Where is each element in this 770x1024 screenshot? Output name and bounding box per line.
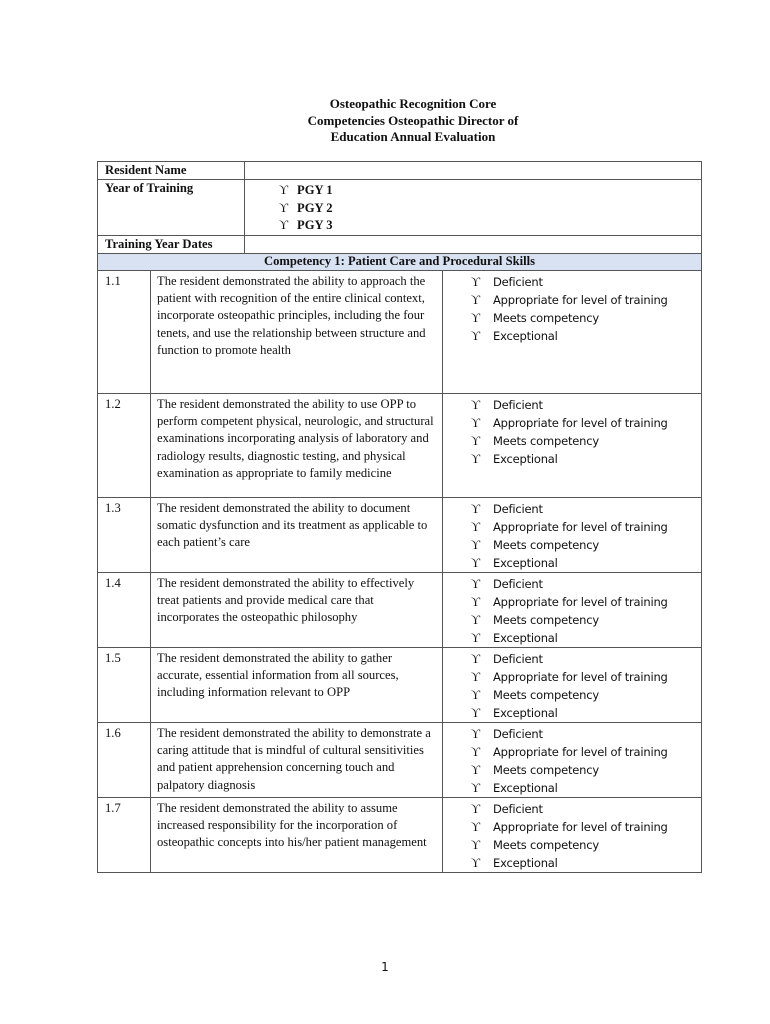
rating-options [443, 394, 702, 498]
rating-option-label: Deficient [493, 802, 543, 816]
rating-option-label: Deficient [493, 275, 543, 289]
rating-option-label: Deficient [493, 652, 543, 666]
competency-item-row [98, 648, 702, 723]
competency-item-row [98, 723, 702, 798]
title-line-2: Competencies Osteopathic Director of [307, 112, 519, 128]
checkbox-icon[interactable]: ϒ [471, 856, 481, 870]
rating-option-label: Appropriate for level of training [493, 520, 668, 534]
rating-option-label: Exceptional [493, 452, 558, 466]
item-number: 1.2 [98, 394, 151, 498]
checkbox-icon[interactable]: ϒ [471, 820, 481, 834]
rating-option-label: Deficient [493, 577, 543, 591]
checkbox-icon[interactable]: ϒ [471, 631, 481, 645]
checkbox-icon[interactable]: ϒ [471, 398, 481, 412]
item-description: The resident demonstrated the ability to effectively treat patients and provide medical care that incorporates the osteopathic philosophy [151, 573, 443, 648]
training-year-dates-field[interactable] [245, 236, 702, 254]
rating-option[interactable] [471, 518, 701, 536]
rating-option[interactable] [471, 629, 701, 647]
pgy-option[interactable] [279, 217, 701, 235]
checkbox-icon[interactable]: ϒ [471, 293, 481, 307]
rating-option-label: Appropriate for level of training [493, 670, 668, 684]
checkbox-icon[interactable]: ϒ [471, 275, 481, 289]
item-description: The resident demonstrated the ability to demonstrate a caring attitude that is mindful of cultural sensitivities and patient apprehension concerning touch and palpatory diagnosis [151, 723, 443, 798]
checkbox-icon[interactable]: ϒ [471, 538, 481, 552]
rating-option-label: Meets competency [493, 311, 599, 325]
checkbox-icon[interactable]: ϒ [471, 688, 481, 702]
rating-option[interactable] [471, 650, 701, 668]
rating-option[interactable] [471, 327, 701, 345]
checkbox-icon[interactable]: ϒ [471, 416, 481, 430]
checkbox-icon[interactable]: ϒ [471, 745, 481, 759]
pgy-option[interactable] [279, 182, 701, 200]
rating-option[interactable] [471, 309, 701, 327]
rating-option-label: Appropriate for level of training [493, 820, 668, 834]
rating-option[interactable] [471, 800, 701, 818]
checkbox-icon[interactable]: ϒ [471, 838, 481, 852]
rating-option[interactable] [471, 432, 701, 450]
rating-options [443, 648, 702, 723]
resident-name-label: Resident Name [98, 162, 245, 180]
rating-option[interactable] [471, 725, 701, 743]
checkbox-icon[interactable]: ϒ [471, 727, 481, 741]
rating-option-label: Meets competency [493, 434, 599, 448]
checkbox-icon[interactable]: ϒ [471, 502, 481, 516]
rating-option[interactable] [471, 686, 701, 704]
rating-option-label: Appropriate for level of training [493, 745, 668, 759]
rating-options [443, 723, 702, 798]
checkbox-icon[interactable]: ϒ [471, 434, 481, 448]
checkbox-icon[interactable]: ϒ [279, 200, 289, 215]
pgy-option-label: PGY 1 [297, 183, 333, 197]
item-description: The resident demonstrated the ability to document somatic dysfunction and its treatment as applicable to each patient’s care [151, 498, 443, 573]
item-number: 1.4 [98, 573, 151, 648]
item-number: 1.1 [98, 271, 151, 394]
training-year-dates-label: Training Year Dates [98, 236, 245, 254]
pgy-option-label: PGY 2 [297, 200, 333, 215]
checkbox-icon[interactable]: ϒ [471, 577, 481, 591]
resident-name-field[interactable] [245, 162, 702, 180]
checkbox-icon[interactable]: ϒ [471, 556, 481, 570]
rating-option[interactable] [471, 818, 701, 836]
checkbox-icon[interactable]: ϒ [471, 763, 481, 777]
rating-option[interactable] [471, 575, 701, 593]
rating-option[interactable] [471, 554, 701, 572]
rating-option[interactable] [471, 611, 701, 629]
item-description: The resident demonstrated the ability to gather accurate, essential information from all sources, including information relevant to OPP [151, 648, 443, 723]
rating-option[interactable] [471, 668, 701, 686]
rating-option-label: Appropriate for level of training [493, 595, 668, 609]
pgy-option[interactable] [279, 200, 701, 218]
rating-option[interactable] [471, 414, 701, 432]
checkbox-icon[interactable]: ϒ [471, 670, 481, 684]
rating-option[interactable] [471, 743, 701, 761]
rating-option[interactable] [471, 291, 701, 309]
checkbox-icon[interactable]: ϒ [471, 329, 481, 343]
item-description: The resident demonstrated the ability to approach the patient with recognition of the entire clinical context, incorporate osteopathic principles, including the four tenets, and use the relationship between structure and function to promote health [151, 271, 443, 394]
year-of-training-options [245, 180, 702, 236]
rating-option-label: Meets competency [493, 838, 599, 852]
title-line-1: Osteopathic Recognition Core [329, 96, 497, 111]
rating-option-label: Exceptional [493, 706, 558, 720]
rating-option[interactable] [471, 396, 701, 414]
checkbox-icon[interactable]: ϒ [279, 183, 289, 197]
rating-option-label: Exceptional [493, 556, 558, 570]
rating-option-label: Exceptional [493, 631, 558, 645]
evaluation-form-table [97, 161, 702, 873]
rating-option-label: Meets competency [493, 688, 599, 702]
rating-option[interactable] [471, 854, 701, 872]
rating-option[interactable] [471, 779, 701, 797]
pgy-option-label: PGY 3 [297, 218, 333, 232]
rating-options [443, 498, 702, 573]
checkbox-icon[interactable]: ϒ [471, 311, 481, 325]
page-number: 1 [381, 960, 389, 974]
title-line-3: Education Annual Evaluation [330, 129, 496, 144]
checkbox-icon[interactable]: ϒ [471, 452, 481, 466]
checkbox-icon[interactable]: ϒ [471, 520, 481, 534]
checkbox-icon[interactable]: ϒ [471, 652, 481, 666]
rating-option[interactable] [471, 450, 701, 468]
rating-option-label: Meets competency [493, 763, 599, 777]
checkbox-icon[interactable]: ϒ [279, 218, 289, 232]
competency-item-row [98, 498, 702, 573]
item-number: 1.5 [98, 648, 151, 723]
rating-option-label: Meets competency [493, 613, 599, 627]
rating-option[interactable] [471, 761, 701, 779]
rating-option[interactable] [471, 836, 701, 854]
rating-option[interactable] [471, 593, 701, 611]
competency-item-row [98, 394, 702, 498]
competency-item-row [98, 573, 702, 648]
rating-option-label: Meets competency [493, 538, 599, 552]
rating-option-label: Appropriate for level of training [493, 293, 668, 307]
rating-options [443, 573, 702, 648]
year-of-training-label: Year of Training [98, 180, 245, 236]
item-number: 1.3 [98, 498, 151, 573]
rating-option-label: Deficient [493, 502, 543, 516]
item-description: The resident demonstrated the ability to assume increased responsibility for the incorporation of osteopathic concepts into his/her patient management [151, 798, 443, 873]
competency-item-row [98, 798, 702, 873]
rating-option[interactable] [471, 536, 701, 554]
checkbox-icon[interactable]: ϒ [471, 613, 481, 627]
document-title [0, 96, 770, 146]
checkbox-icon[interactable]: ϒ [471, 706, 481, 720]
rating-option-label: Deficient [493, 727, 543, 741]
rating-option[interactable] [471, 500, 701, 518]
item-number: 1.7 [98, 798, 151, 873]
rating-option[interactable] [471, 273, 701, 291]
item-description: The resident demonstrated the ability to use OPP to perform competent physical, neurologic, and structural examinations incorporating analysis of laboratory and radiology results, diagnostic testing, and physical examination as appropriate to family medicine [151, 394, 443, 498]
rating-option[interactable] [471, 704, 701, 722]
checkbox-icon[interactable]: ϒ [471, 781, 481, 795]
rating-option-label: Deficient [493, 398, 543, 412]
checkbox-icon[interactable]: ϒ [471, 802, 481, 816]
rating-option-label: Appropriate for level of training [493, 416, 668, 430]
competency-item-row [98, 271, 702, 394]
rating-option-label: Exceptional [493, 329, 558, 343]
rating-option-label: Exceptional [493, 856, 558, 870]
rating-options [443, 798, 702, 873]
rating-options [443, 271, 702, 394]
rating-option-label: Exceptional [493, 781, 558, 795]
item-number: 1.6 [98, 723, 151, 798]
checkbox-icon[interactable]: ϒ [471, 595, 481, 609]
competency-1-heading: Competency 1: Patient Care and Procedural Skills [98, 254, 702, 271]
